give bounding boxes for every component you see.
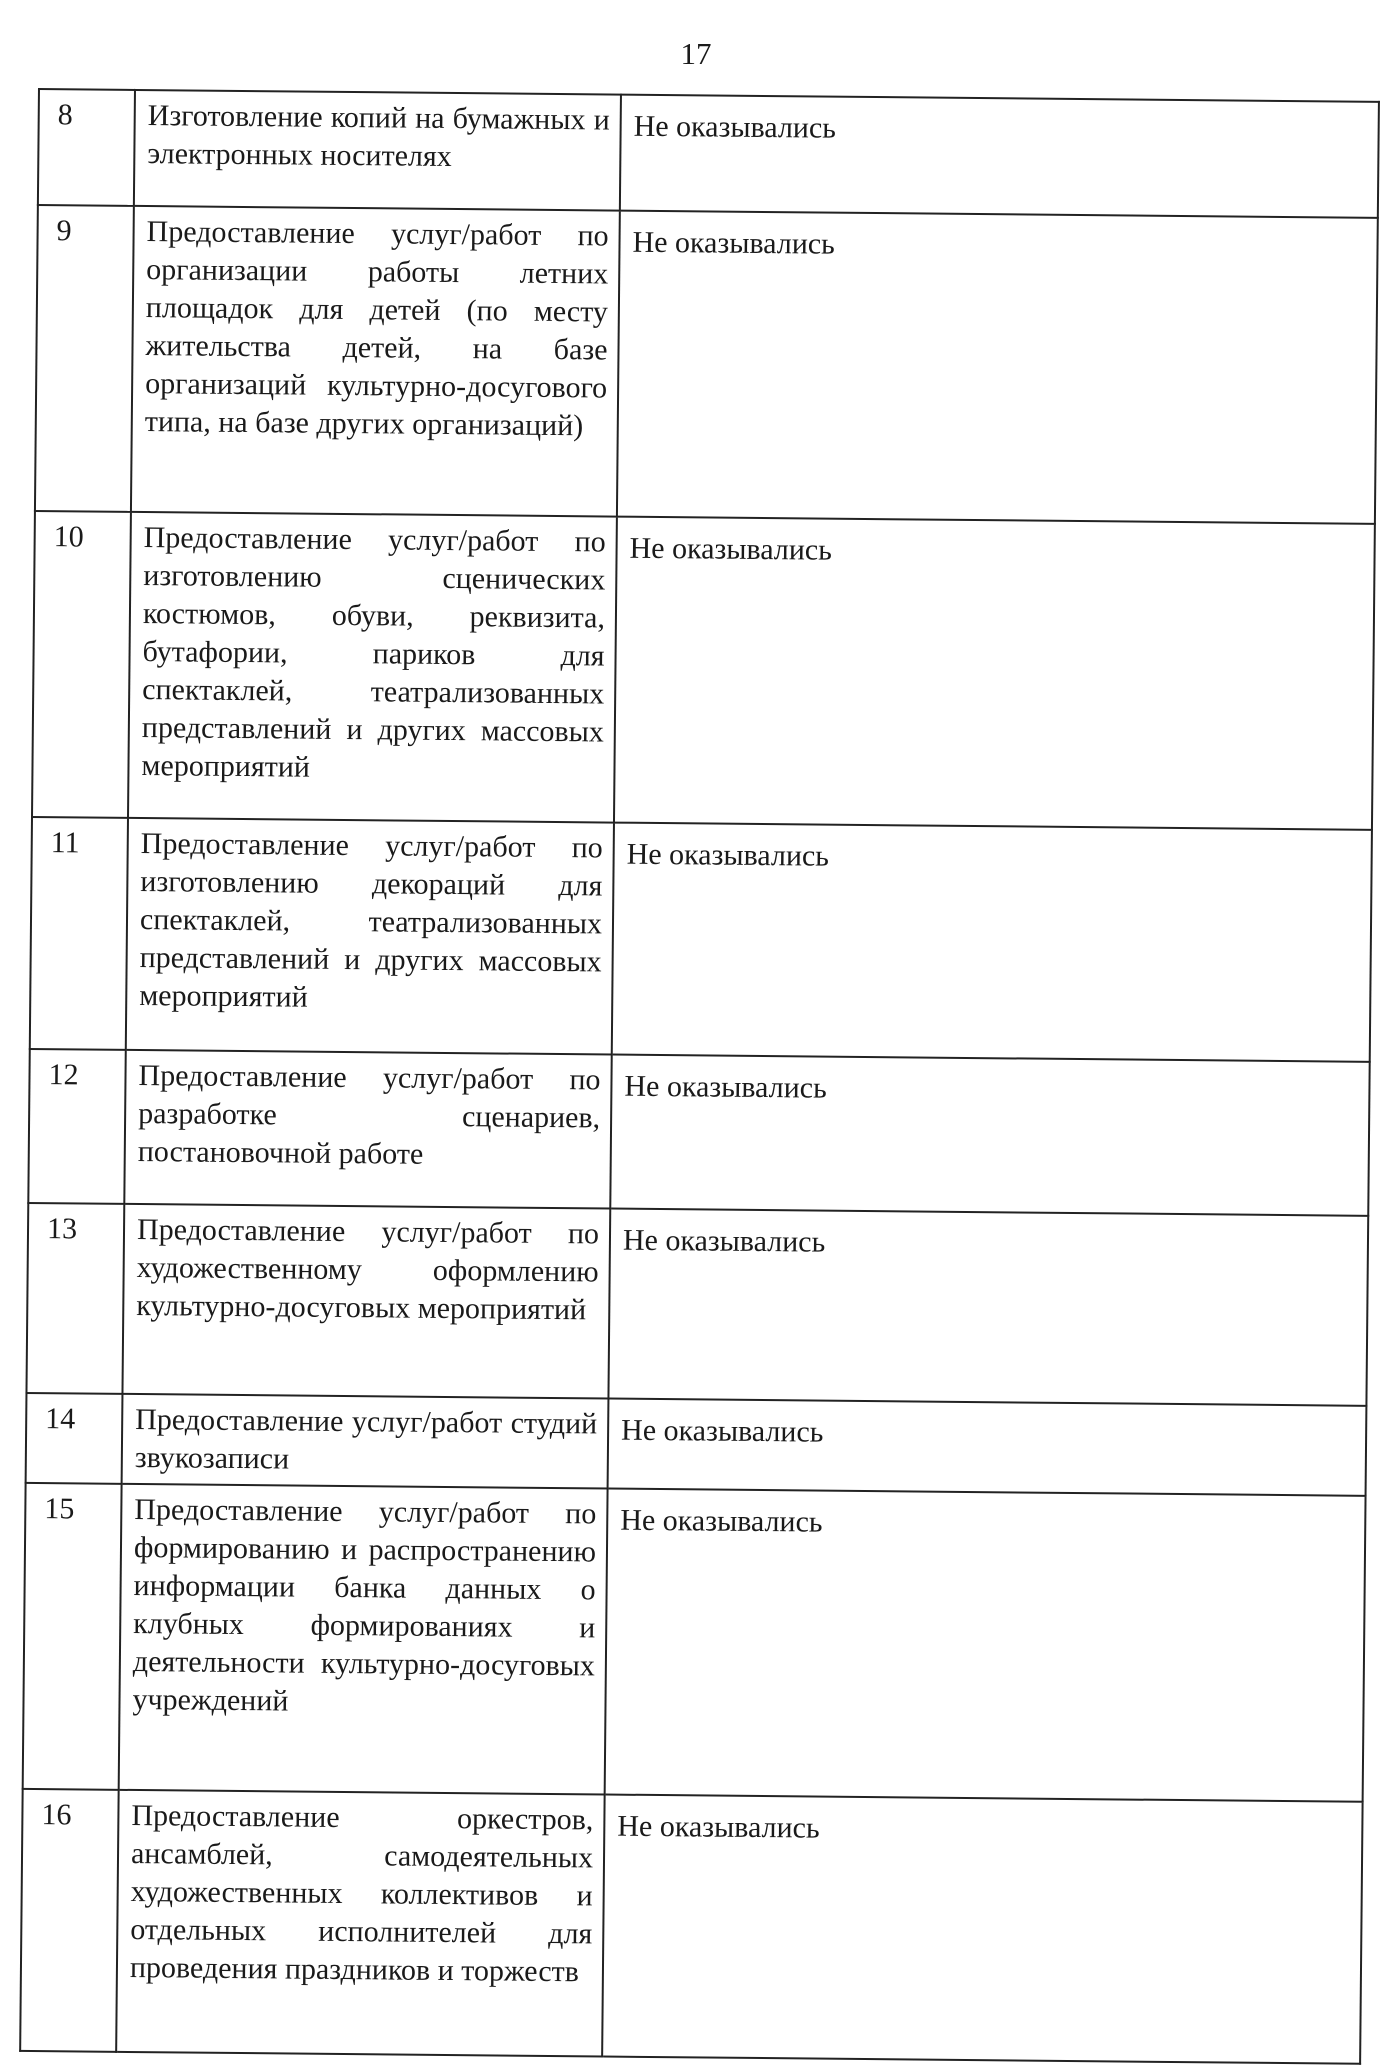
service-name: Предоставление услуг/работ по разработке сценариев, постановочной работе [124, 1050, 611, 1209]
table-row [28, 1049, 1369, 1216]
table-row [20, 1789, 1362, 2064]
service-name: Предоставление услуг/работ по организации работы летних площадок для детей (по месту жительства детей, на базе организаций культурно-досугового типа, на базе других организаций) [131, 206, 620, 517]
row-number: 13 [26, 1203, 124, 1394]
services-table [19, 88, 1380, 2065]
service-status: Не оказывались [620, 95, 1379, 218]
table-row [23, 1483, 1366, 1802]
service-name: Предоставление оркестров, ансамблей, самодеятельных художественных коллективов и отдельных исполнителей для проведения праздников и торжеств [116, 1790, 604, 2057]
service-name: Изготовление копий на бумажных и электронных носителях [134, 90, 621, 211]
row-number: 11 [30, 817, 128, 1050]
service-status: Не оказывались [602, 1795, 1362, 2064]
row-number: 8 [38, 89, 135, 206]
row-number: 12 [28, 1049, 125, 1204]
row-number: 9 [35, 205, 134, 512]
service-status: Не оказывались [608, 1399, 1367, 1496]
page-number: 17 [680, 36, 712, 71]
table-row [30, 817, 1372, 1062]
service-name: Предоставление услуг/работ по художественному оформлению культурно-досуговых мероприятий [122, 1204, 610, 1399]
table-row [32, 511, 1375, 830]
service-status: Не оказывались [617, 211, 1378, 524]
table-row [38, 89, 1379, 218]
service-status: Не оказывались [608, 1209, 1368, 1406]
row-number: 10 [32, 511, 131, 818]
service-name: Предоставление услуг/работ по изготовлению сценических костюмов, обуви, реквизита, бутафории, париков для спектаклей, театрализованных представлений и других массовых мероприятий [128, 512, 617, 823]
row-number: 14 [26, 1393, 123, 1484]
service-status: Не оказывались [605, 1489, 1366, 1802]
service-status: Не оказывались [612, 823, 1372, 1062]
service-name: Предоставление услуг/работ по формированию и распространению информации банка данных о клубных формированиях и деятельности культурно-досуговых учреждений [119, 1484, 608, 1795]
service-name: Предоставление услуг/работ студий звукозаписи [122, 1394, 609, 1489]
table-row [35, 205, 1378, 524]
table-row [26, 1393, 1367, 1496]
row-number: 15 [23, 1483, 122, 1790]
table-row [26, 1203, 1368, 1406]
service-status: Не оказывались [614, 517, 1375, 830]
service-status: Не оказывались [610, 1055, 1369, 1216]
service-name: Предоставление услуг/работ по изготовлению декораций для спектаклей, театрализованных представлений и других массовых мероприятий [126, 818, 614, 1055]
row-number: 16 [20, 1789, 119, 2052]
